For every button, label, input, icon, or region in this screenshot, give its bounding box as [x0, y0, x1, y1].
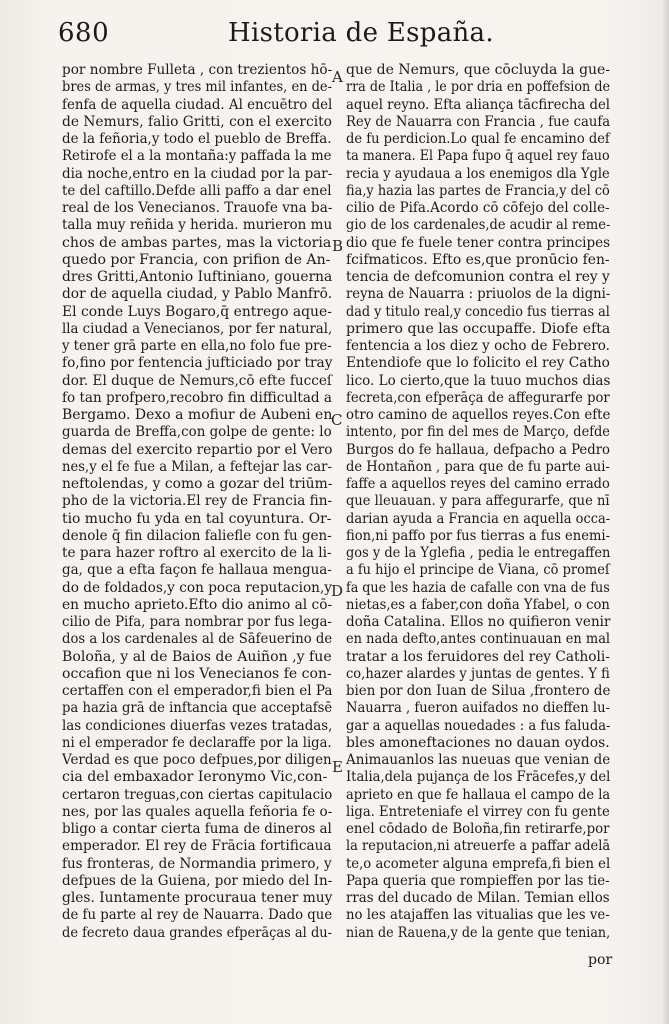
- text-line: de Hontañon , para que de fu parte aui-: [346, 458, 610, 475]
- text-line: gles. Iuntamente procuraua tener muy: [62, 890, 333, 906]
- text-line: que de Nemurs, que cōcluyda la gue-: [346, 62, 611, 78]
- text-line: las condiciones diuerfas vezes tratadas,: [62, 717, 333, 734]
- text-line: co,hazer alardes y juntas de gentes. Y fi: [346, 665, 610, 682]
- text-line: pho de la victoria.El rey de Francia fin-: [62, 493, 333, 510]
- text-line: cilio de Pifa, para nombrar por fus lega-: [62, 614, 332, 630]
- text-line: fo tan profpero,recobro fin difficultad a: [62, 389, 332, 406]
- text-line: reyna de Nauarra : priuolos de la digni-: [346, 286, 611, 303]
- text-line: dor de aquella ciudad, y Pablo Manfrō.: [62, 286, 333, 303]
- text-line: ni el emperador fe declaraffe por la liga.: [62, 734, 332, 751]
- text-line: Boloña, y al de Baios de Auiñon ,y fue: [62, 648, 332, 665]
- text-line: certaron treguas,con ciertas capitulacio: [62, 786, 333, 803]
- text-line: de Nemurs, falio Gritti, con el exercito: [62, 113, 332, 130]
- margin-marker-a: A: [332, 68, 343, 86]
- text-line: denole q̄ fin dilacion faliefle con fu gen-: [62, 527, 332, 544]
- text-line: Verdad es que poco defpues,por diligen: [62, 752, 332, 768]
- text-line: pa hazia grā de inftancia que acceptafsē: [62, 700, 333, 717]
- text-line: gar a aquellas nouedades : a fus faluda-: [346, 717, 611, 734]
- text-line: ta manera. El Papa fupo q̄ aquel rey fauo: [346, 148, 610, 165]
- text-line: El conde Luys Bogaro,q̄ entrego aque-: [62, 303, 332, 320]
- text-line: Italia,dela pujança de los Frācefes,y del: [346, 769, 611, 786]
- text-line: fa que les hazia de cafalle con vna de fus: [346, 579, 610, 596]
- text-line: gio de los cardenales,de acudir al reme-: [346, 217, 611, 234]
- text-line: dos a los cardenales al de Sāfeuerino de: [62, 631, 333, 648]
- text-line: doña Catalina. Ellos no quifieron venir: [346, 614, 611, 630]
- text-line: no les atajaffen las vitualias que les ve-: [346, 907, 610, 924]
- text-line: Burgos do fe hallaua, defpacho a Pedro: [346, 441, 611, 458]
- text-line: rras del ducado de Milan. Temian ellos: [346, 890, 610, 906]
- text-line: faffe a aquellos reyes del camino errado: [346, 476, 610, 492]
- text-line: de la feñoria,y todo el pueblo de Breffa.: [62, 131, 332, 147]
- margin-marker-b: B: [332, 237, 344, 255]
- text-line: lla ciudad a Venecianos, por fer natural,: [62, 320, 333, 337]
- text-line: Animauanlos las nueuas que venian de: [346, 752, 611, 768]
- text-line: ga, que a efta façon fe hallaua mengua-: [62, 562, 332, 579]
- text-line: enel cōdado de Boloña,fin retirarfe,por: [346, 821, 610, 837]
- text-line: guarda de Breffa,con golpe de gente: lo: [62, 424, 332, 441]
- text-line: dor. El duque de Nemurs,cō efte fucceſ: [62, 372, 332, 389]
- text-line: fo,fino por fentencia jufticiado por tray: [62, 355, 333, 372]
- text-line: occafion que ni los Venecianos fe con-: [62, 665, 332, 682]
- text-line: nes,y el fe fue a Milan, a feftejar las car-: [62, 458, 332, 475]
- running-head: Historia de España.: [228, 18, 494, 48]
- page-number: 680: [58, 18, 110, 48]
- text-line: por nombre Fulleta , con trezientos hō-: [62, 62, 333, 78]
- text-line: tratar a los feruidores del rey Catholi-: [346, 648, 610, 665]
- text-line: Bergamo. Dexo a mofiur de Aubeni en: [62, 407, 333, 423]
- text-line: gos y de la Yglefia , pedia le entregaffen: [346, 545, 611, 561]
- text-line: nian de Rauena,y de la gente que tenian,: [346, 924, 611, 941]
- text-line: fentencia a los diez y ocho de Febrero.: [346, 338, 610, 354]
- text-line: fion,ni paffo por fus tierras a fus enemi-: [346, 527, 611, 544]
- text-line: defpues de la Guiena, por miedo del In-: [62, 872, 333, 889]
- text-line: do de foldados,y con poca reputacion,y: [62, 579, 332, 596]
- text-line: liga. Entreteniafe el virrey con fu gente: [346, 803, 610, 820]
- text-line: real de los Venecianos. Trauofe vna ba-: [62, 200, 333, 216]
- text-line: tencia de defcomunion contra el rey y: [346, 269, 610, 285]
- text-line: dad y titulo real,y concedio fus tierras al: [346, 303, 610, 320]
- text-line: fecreta,con efperāça de affegurarfe por: [346, 389, 610, 406]
- text-line: otro camino de aquellos reyes.Con efte: [346, 407, 611, 423]
- text-line: dio que fe fuele tener contra principes: [346, 234, 611, 251]
- text-line: aquel reyno. Efta aliança tācfirecha del: [346, 96, 611, 113]
- text-line: quedo por Francia, con prifion de An-: [62, 251, 331, 268]
- text-line: Rey de Nauarra con Francia , fue caufa: [346, 113, 611, 130]
- text-line: nes, por las quales aquella feñoria fe o-: [62, 803, 333, 820]
- margin-marker-e: E: [332, 758, 343, 776]
- text-line: rra de Italia , le por dria en poffefsion de: [346, 79, 611, 96]
- page-edge: [663, 0, 669, 1024]
- text-line: te para hazer roftro al exercito de la li-: [62, 545, 332, 561]
- text-line: demas del exercito repartio por el Vero: [62, 441, 333, 458]
- text-line: neftolendas, y como a gozar del triūm-: [62, 476, 333, 492]
- text-line: bien por don Iuan de Silua ,frontero de: [346, 683, 611, 699]
- text-line: te,o acometer alguna emprefa,fi bien el: [346, 855, 611, 872]
- text-line: en nada defto,antes continuauan en mal: [346, 631, 611, 648]
- text-line: de fecreto daua grandes efperāças al du-: [62, 924, 333, 941]
- margin-marker-d: D: [331, 582, 344, 600]
- text-line: Entendiofe que lo folicito el rey Catho: [346, 355, 610, 372]
- text-line: emperador. El rey de Frācia fortificaua: [62, 838, 332, 855]
- text-line: Retirofe el a la montaña:y paffada la me: [62, 148, 332, 165]
- text-line: aprieto en que fe hallaua el campo de la: [346, 786, 611, 803]
- text-line: fia,y hazia las partes de Francia,y del cō: [346, 182, 610, 199]
- text-line: lico. Lo cierto,que la tuuo muchos dias: [346, 372, 611, 389]
- text-line: primero que las occupaffe. Diofe efta: [346, 320, 611, 337]
- text-line: darian ayuda a Francia en aquella occa-: [346, 510, 611, 527]
- text-line: dres Gritti,Antonio Iuftiniano, gouerna: [62, 269, 333, 285]
- right-column: [346, 62, 610, 942]
- text-line: y tener grā parte en ella,no folo fue pre-: [62, 338, 332, 354]
- text-line: intento, por fin del mes de Março, defde: [346, 424, 610, 441]
- text-line: Nauarra , fueron auifados no dieffen lu-: [346, 700, 610, 717]
- text-line: nietas,es a faber,con doña Yfabel, o con: [346, 596, 610, 613]
- text-line: cilio de Pifa.Acordo cō cōfejo del colle-: [346, 200, 610, 216]
- text-line: tio mucho fu yda en tal coyuntura. Or-: [62, 510, 332, 527]
- text-line: la reputacion,ni atreuerfe a paffar adelā: [346, 838, 611, 855]
- text-line: fcifmaticos. Efto es,que pronūcio fen-: [346, 251, 610, 268]
- catchword: por: [588, 952, 613, 968]
- text-line: de fu parte al rey de Nauarra. Dado que: [62, 907, 333, 924]
- text-line: bres de armas, y tres mil infantes, en de-: [62, 79, 333, 96]
- text-line: a fu hijo el principe de Viana, cō promeſ: [346, 562, 610, 579]
- text-line: bligo a contar cierta fuma de dineros al: [62, 821, 332, 837]
- text-line: bles amoneftaciones no dauan oydos.: [346, 734, 610, 751]
- margin-marker-c: C: [331, 411, 343, 429]
- text-line: dia noche,entro en la ciudad por la par-: [62, 165, 333, 182]
- text-line: chos de ambas partes, mas la victoria: [62, 234, 332, 251]
- text-line: te del caftillo.Defde alli paffo a dar enel: [62, 182, 332, 199]
- text-line: certaffen con el emperador,fi bien el Pa: [62, 683, 333, 699]
- text-line: fus fronteras, de Normandia primero, y: [62, 855, 332, 872]
- text-line: de fu perdicion.Lo qual fe encamino def: [346, 131, 610, 147]
- text-line: recia y ayudaua a los enemigos dla Ygle: [346, 165, 610, 182]
- text-line: talla muy reñida y herida. murieron mu: [62, 217, 333, 234]
- text-line: fenfa de aquella ciudad. Al encuētro del: [62, 96, 333, 113]
- text-line: que lleuauan. y para affegurarfe, que nī: [346, 493, 610, 510]
- left-column: [62, 62, 332, 942]
- text-line: Papa queria que rompieffen por las tie-: [346, 872, 610, 889]
- text-line: cia del embaxador Ieronymo Vic,con-: [62, 769, 328, 786]
- text-line: en mucho aprieto.Efto dio animo al cō-: [62, 596, 333, 613]
